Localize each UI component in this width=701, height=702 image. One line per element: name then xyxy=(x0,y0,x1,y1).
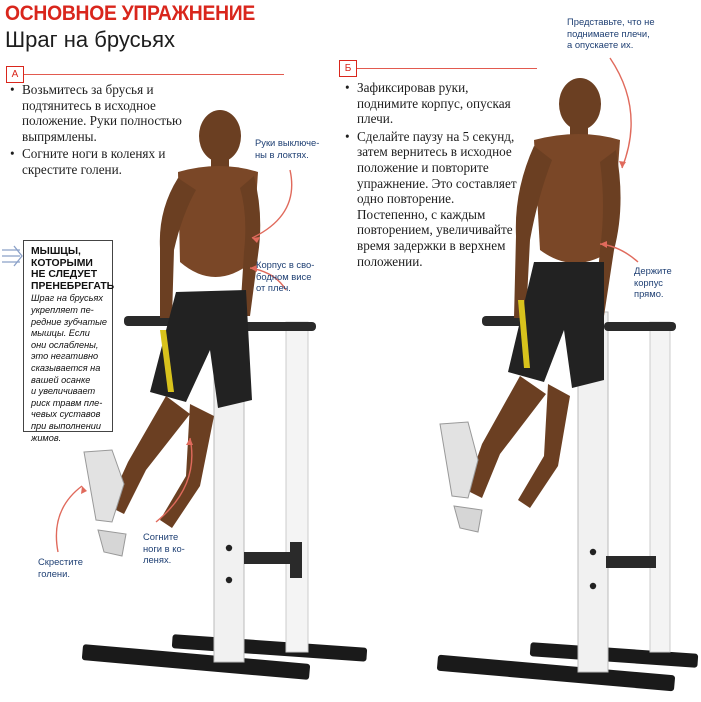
callout-keep-straight: Держите корпус прямо. xyxy=(634,265,672,299)
step-a-marker: А xyxy=(6,66,24,83)
step-b-bullet: • Сделайте паузу на 5 секунд, затем вернитесь в исходное положение и повторите упражнение. Это составляет одно повторение. Постепенно, с каждым повторением, увеличивайте время задержки в верхнем положении. xyxy=(357,129,517,269)
callout-bend-knees: Согните ноги в ко- ленях. xyxy=(143,531,185,565)
warning-body: Шраг на брусьях укрепляет пе- редние зубчатые мышцы. Если они ослаблены, это негативно сказывается на вашей осанке и увеличивает риск травм пле- чевых суставов при выполнении жимов. xyxy=(31,293,108,443)
arrow-icon xyxy=(2,246,22,266)
step-a-bullet: • Согните ноги в коленях и скрестите голени. xyxy=(22,146,187,177)
step-b-bullet: • Зафиксировав руки, поднимите корпус, опуская плечи. xyxy=(357,80,517,127)
exercise-title: Шраг на брусьях xyxy=(5,27,175,52)
callout-lower-shoulders: Представьте, что не поднимаете плечи, а опускаете их. xyxy=(567,16,655,50)
muscle-warning-box xyxy=(23,240,115,443)
dip-station-b xyxy=(437,312,699,691)
step-a-bullet: • Возьмитесь за брусья и подтянитесь в исходное положение. Руки полностью выпрямлены. xyxy=(22,82,187,144)
section-kicker: ОСНОВНОЕ УПРАЖНЕНИЕ xyxy=(5,2,255,25)
callout-cross-shins: Скрестите голени. xyxy=(38,556,83,579)
callout-torso-hang: Корпус в сво- бодном висе от плеч. xyxy=(256,259,315,293)
callout-arms-locked: Руки выключе- ны в локтях. xyxy=(255,137,320,160)
warning-title: МЫШЦЫ, КОТОРЫМИ НЕ СЛЕДУЕТ ПРЕНЕБРЕГАТЬ xyxy=(31,246,115,292)
step-b-marker: Б xyxy=(339,60,357,77)
